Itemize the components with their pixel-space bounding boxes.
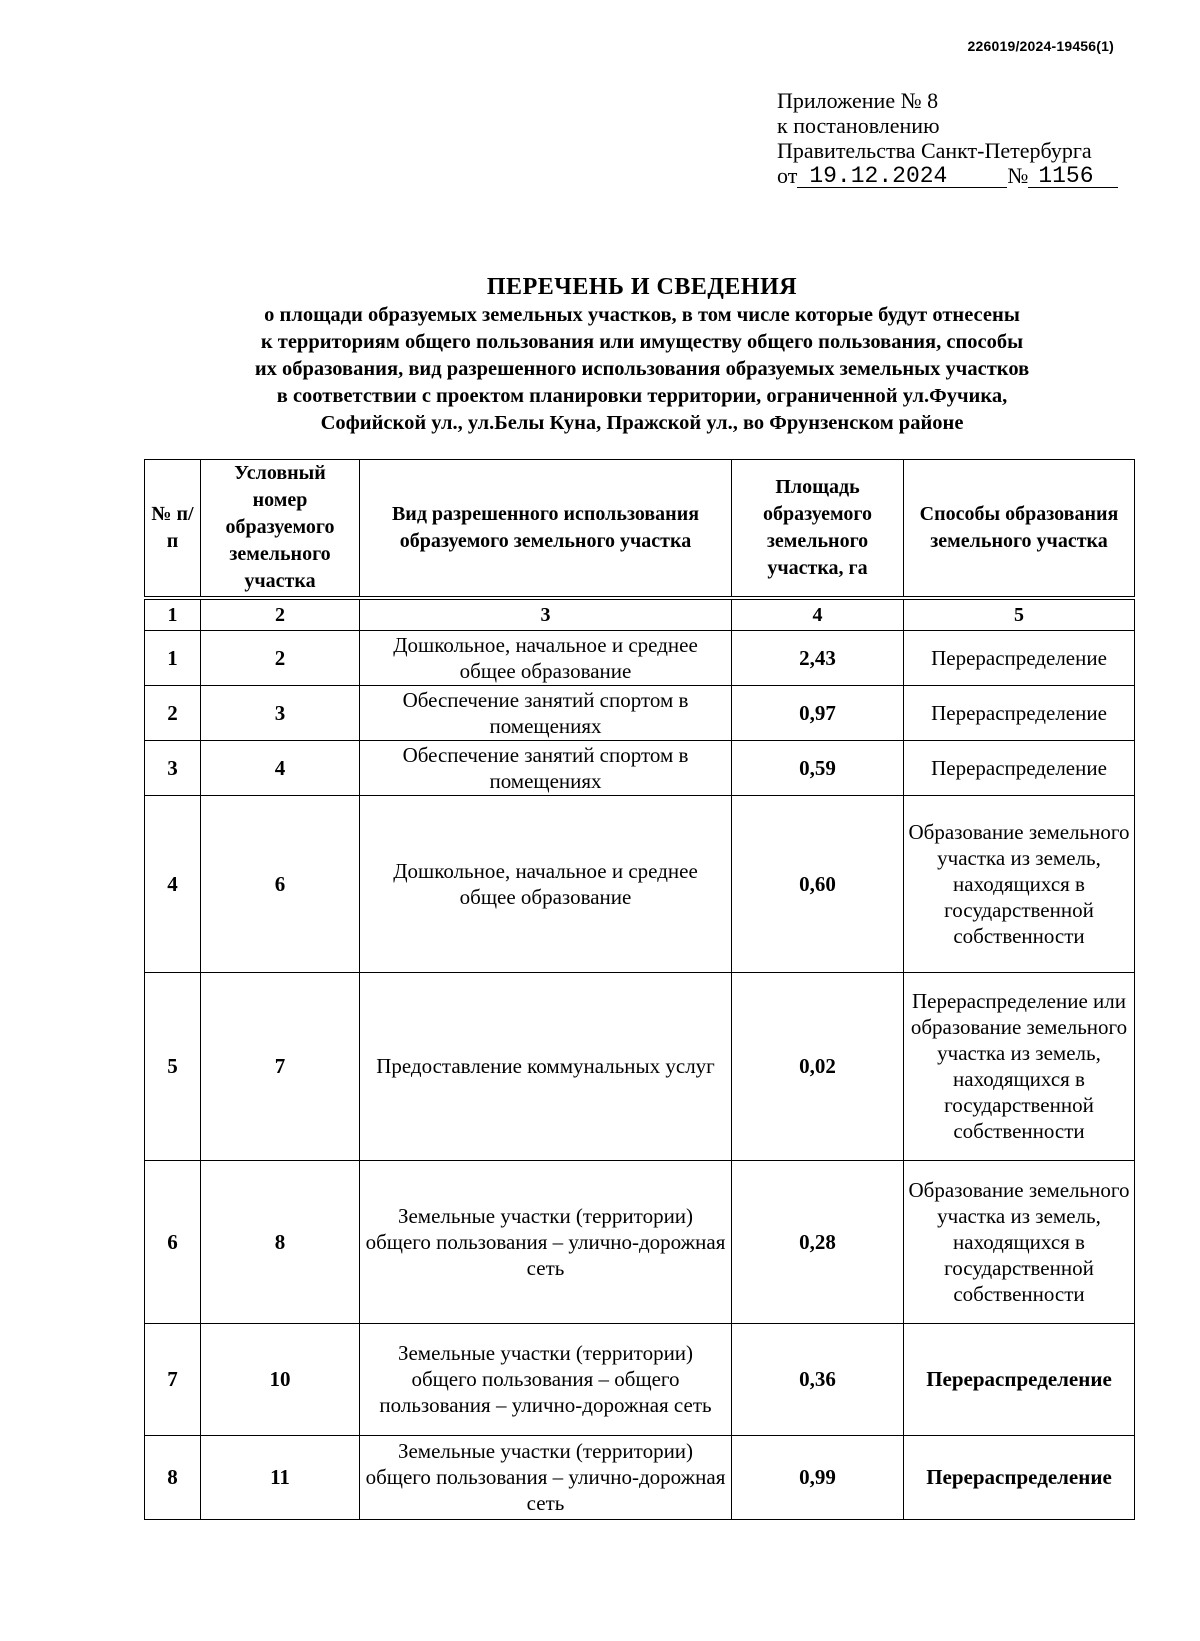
- cell-plot-number: 2: [201, 630, 360, 685]
- cell-permitted-use: Земельные участки (территории) общего пользования – улично-дорожная сеть: [360, 1160, 732, 1323]
- date-number-line: [777, 163, 1118, 188]
- subtitle-line: Софийской ул., ул.Белы Куна, Пражской ул., во Фрунзенском районе: [320, 412, 964, 434]
- header-cell-area: Площадь образуемого земельного участка, га: [732, 460, 904, 598]
- appendix-line-2: к постановлению: [777, 113, 940, 138]
- table-row: [145, 1435, 1135, 1519]
- cell-area: 0,36: [732, 1323, 904, 1435]
- cell-index: 3: [145, 740, 201, 795]
- table-row: [145, 630, 1135, 685]
- cell-permitted-use: Земельные участки (территории) общего пользования – общего пользования – улично-дорожная сеть: [360, 1323, 732, 1435]
- table-row: [145, 685, 1135, 740]
- cell-permitted-use: Обеспечение занятий спортом в помещениях: [360, 740, 732, 795]
- cell-index: 4: [145, 795, 201, 972]
- column-number: 5: [904, 598, 1135, 631]
- table-row: [145, 740, 1135, 795]
- column-number: 1: [145, 598, 201, 631]
- subtitle-line: их образования, вид разрешенного использования образуемых земельных участков: [254, 358, 1030, 380]
- column-number: 2: [201, 598, 360, 631]
- cell-formation-method: Перераспределение: [904, 740, 1135, 795]
- cell-permitted-use: Предоставление коммунальных услуг: [360, 972, 732, 1160]
- header-cell-conditional-number: Условный номер образуемого земельного участка: [201, 460, 360, 598]
- cell-index: 1: [145, 630, 201, 685]
- cell-index: 6: [145, 1160, 201, 1323]
- cell-plot-number: 10: [201, 1323, 360, 1435]
- cell-plot-number: 7: [201, 972, 360, 1160]
- date-prefix: от: [777, 163, 798, 188]
- cell-formation-method: Образование земельного участка из земель, находящихся в государственной собственности: [904, 1160, 1135, 1323]
- cell-index: 7: [145, 1323, 201, 1435]
- column-number: 3: [360, 598, 732, 631]
- cell-plot-number: 8: [201, 1160, 360, 1323]
- number-prefix: №: [1007, 163, 1029, 188]
- cell-formation-method: Перераспределение или образование земельного участка из земель, находящихся в государственной собственности: [904, 972, 1135, 1160]
- cell-permitted-use: Обеспечение занятий спортом в помещениях: [360, 685, 732, 740]
- land-plots-table: [144, 459, 1135, 1520]
- cell-permitted-use: Дошкольное, начальное и среднее общее образование: [360, 630, 732, 685]
- cell-area: 0,28: [732, 1160, 904, 1323]
- document-number: 226019/2024-19456(1): [967, 38, 1114, 54]
- header-cell-permitted-use: Вид разрешенного использования образуемого земельного участка: [360, 460, 732, 598]
- table-row: [145, 795, 1135, 972]
- cell-area: 0,97: [732, 685, 904, 740]
- column-numbers-row: [145, 598, 1135, 631]
- cell-area: 0,02: [732, 972, 904, 1160]
- header-cell-number: № п/п: [145, 460, 201, 598]
- subtitle-line: о площади образуемых земельных участков, в том числе которые будут отнесены: [264, 304, 1020, 326]
- cell-plot-number: 3: [201, 685, 360, 740]
- cell-plot-number: 6: [201, 795, 360, 972]
- cell-area: 2,43: [732, 630, 904, 685]
- cell-formation-method: Перераспределение: [904, 630, 1135, 685]
- cell-formation-method: Перераспределение: [904, 1435, 1135, 1519]
- cell-plot-number: 11: [201, 1435, 360, 1519]
- cell-index: 8: [145, 1435, 201, 1519]
- table-row: [145, 1160, 1135, 1323]
- document-title: [140, 272, 1144, 437]
- cell-area: 0,99: [732, 1435, 904, 1519]
- column-number: 4: [732, 598, 904, 631]
- cell-permitted-use: Земельные участки (территории) общего пользования – улично-дорожная сеть: [360, 1435, 732, 1519]
- table-row: [145, 972, 1135, 1160]
- number-value: 1156: [1028, 165, 1118, 188]
- appendix-title: Приложение № 8: [777, 88, 939, 113]
- header-cell-formation-method: Способы образования земельного участка: [904, 460, 1135, 598]
- appendix-line-3: Правительства Санкт-Петербурга: [777, 138, 1092, 163]
- title-heading: ПЕРЕЧЕНЬ И СВЕДЕНИЯ: [486, 274, 798, 300]
- cell-area: 0,60: [732, 795, 904, 972]
- cell-area: 0,59: [732, 740, 904, 795]
- cell-index: 5: [145, 972, 201, 1160]
- cell-formation-method: Перераспределение: [904, 1323, 1135, 1435]
- date-value: 19.12.2024: [797, 165, 1007, 188]
- table-row: [145, 1323, 1135, 1435]
- subtitle-line: к территориям общего пользования или имуществу общего пользования, способы: [260, 331, 1024, 353]
- cell-index: 2: [145, 685, 201, 740]
- title-subtitle: [140, 302, 1144, 437]
- cell-plot-number: 4: [201, 740, 360, 795]
- subtitle-line: в соответствии с проектом планировки территории, ограниченной ул.Фучика,: [276, 385, 1008, 407]
- cell-formation-method: Образование земельного участка из земель, находящихся в государственной собственности: [904, 795, 1135, 972]
- table-header-row: [145, 460, 1135, 598]
- appendix-block: [777, 88, 1118, 188]
- cell-formation-method: Перераспределение: [904, 685, 1135, 740]
- cell-permitted-use: Дошкольное, начальное и среднее общее образование: [360, 795, 732, 972]
